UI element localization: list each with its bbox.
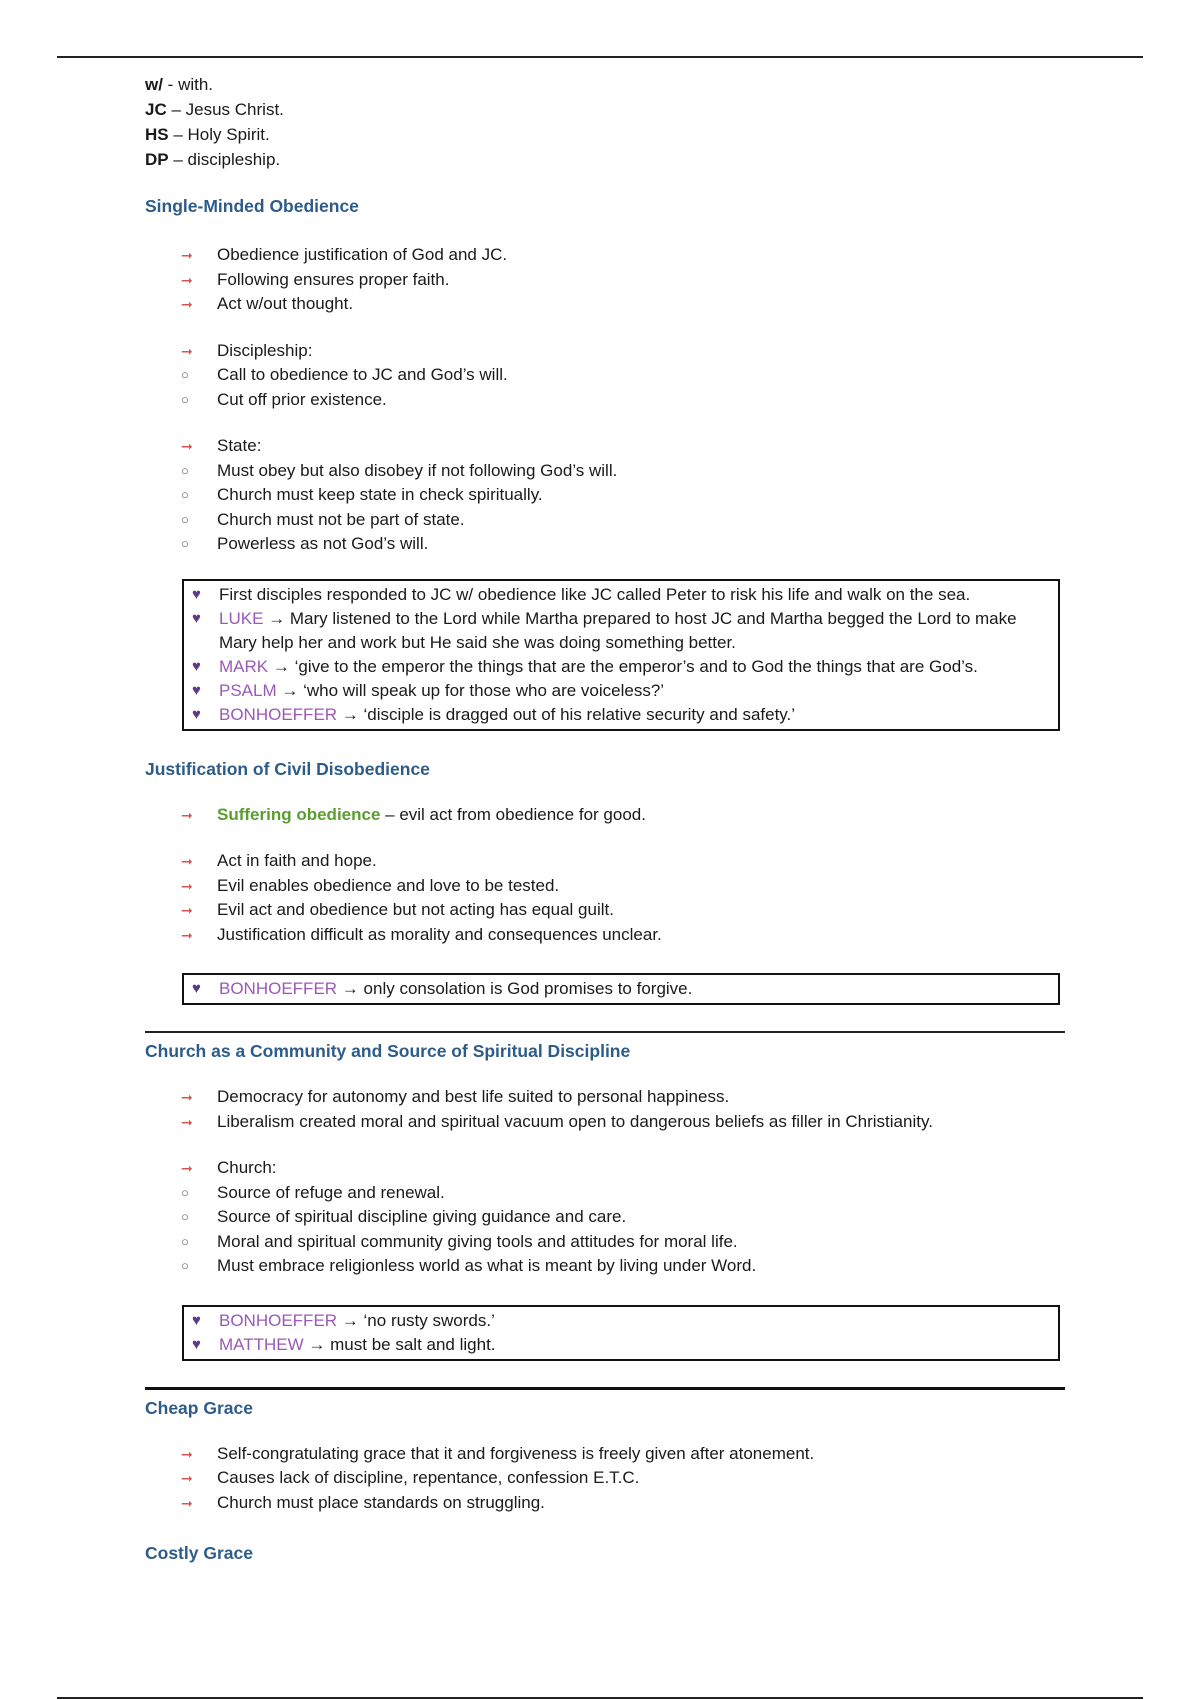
abbreviation: JC – Jesus Christ. — [145, 100, 284, 119]
quote-item: ♥ MATTHEW → must be salt and light. — [184, 1333, 1048, 1357]
list-item: ○ Powerless as not God’s will. — [145, 532, 1065, 557]
abbreviation: HS – Holy Spirit. — [145, 125, 270, 144]
quote-source: LUKE — [219, 608, 264, 628]
list-item: ○ Must embrace religionless world as what is meant by living under Word. — [145, 1254, 1065, 1279]
circle-bullet-icon: ○ — [181, 1209, 189, 1224]
heart-icon: ♥ — [192, 980, 201, 997]
arrow-icon: ➞ — [181, 902, 193, 918]
section-heading-church-community: Church as a Community and Source of Spiritual Discipline — [145, 1031, 1065, 1063]
source-arrow: → — [341, 979, 359, 998]
list-item: ○ Source of spiritual discipline giving guidance and care. — [145, 1205, 1065, 1230]
arrow-icon: ➞ — [181, 342, 193, 359]
list-item: ○ Source of refuge and renewal. — [145, 1181, 1065, 1206]
list-item: ➞ Causes lack of discipline, repentance, confession E.T.C. — [145, 1466, 1065, 1491]
source-arrow: → — [281, 680, 299, 700]
source-arrow: → — [341, 704, 359, 724]
arrow-icon: ➞ — [181, 1494, 193, 1511]
source-arrow: → — [272, 656, 290, 676]
quote-item: ♥ BONHOEFFER → ‘no rusty swords.’ — [184, 1309, 1048, 1333]
document-page — [145, 72, 1065, 1565]
bullet-list — [145, 803, 1065, 828]
list-item: ➞ Church: — [145, 1156, 1065, 1181]
abbreviation: w/ - with. — [145, 75, 214, 94]
circle-bullet-icon: ○ — [181, 462, 189, 478]
arrow-icon: ➞ — [181, 1160, 193, 1176]
list-item: ○ Must obey but also disobey if not following God’s will. — [145, 459, 1065, 484]
bullet-list — [145, 434, 1065, 557]
circle-bullet-icon: ○ — [181, 1233, 189, 1249]
list-item: ○ Call to obedience to JC and God’s will. — [145, 363, 1065, 388]
bullet-list — [145, 849, 1065, 947]
quote-box — [182, 1305, 1060, 1361]
top-rule — [57, 56, 1143, 58]
quote-item: ♥ First disciples responded to JC w/ obedience like JC called Peter to risk his life and walk on the sea. — [184, 583, 1048, 607]
section-heading-single-minded-obedience: Single-Minded Obedience — [145, 196, 359, 216]
bullet-list — [145, 1156, 1065, 1279]
quote-item: ♥ BONHOEFFER → only consolation is God promises to forgive. — [184, 977, 1048, 1001]
quote-box — [182, 579, 1060, 731]
quote-item: ♥ PSALM → ‘who will speak up for those who are voiceless?’ — [184, 679, 1048, 703]
arrow-icon: ➞ — [181, 926, 193, 943]
arrow-icon: ➞ — [181, 853, 193, 869]
abbreviation-list — [145, 72, 1065, 172]
list-item: ➞ Discipleship: — [145, 339, 1065, 364]
heart-icon: ♥ — [192, 657, 201, 675]
list-item: ➞ Liberalism created moral and spiritual vacuum open to dangerous beliefs as filler in Christianity. — [145, 1110, 1065, 1135]
arrow-icon: ➞ — [181, 1113, 193, 1130]
heart-icon: ♥ — [192, 1311, 201, 1329]
section-heading-civil-disobedience: Justification of Civil Disobedience — [145, 758, 430, 779]
section-heading-cheap-grace: Cheap Grace — [145, 1387, 1065, 1420]
list-item: ○ Church must keep state in check spiritually. — [145, 483, 1065, 508]
circle-bullet-icon: ○ — [181, 487, 189, 502]
circle-bullet-icon: ○ — [181, 511, 189, 527]
bullet-list — [145, 243, 1065, 317]
heart-icon: ♥ — [192, 705, 201, 723]
source-arrow: → — [341, 1310, 359, 1330]
bottom-rule — [57, 1697, 1143, 1699]
circle-bullet-icon: ○ — [181, 367, 189, 382]
quote-item: ♥ LUKE → Mary listened to the Lord while Martha prepared to host JC and Martha begged the Lord to make Mary help her and work but He said she was doing something better. — [192, 608, 1017, 652]
quote-source: MATTHEW — [219, 1334, 304, 1354]
list-item: ○ Cut off prior existence. — [145, 388, 1065, 413]
quote-source: PSALM — [219, 680, 277, 700]
circle-bullet-icon: ○ — [181, 391, 189, 407]
arrow-icon: ➞ — [181, 1445, 193, 1462]
list-item: ○ Church must not be part of state. — [145, 508, 1065, 533]
arrow-icon: ➞ — [181, 877, 193, 894]
heart-icon: ♥ — [192, 609, 201, 627]
quote-source: BONHOEFFER — [219, 979, 338, 998]
list-item: ➞ Act in faith and hope. — [145, 849, 1065, 874]
heart-icon: ♥ — [192, 1335, 201, 1353]
circle-bullet-icon: ○ — [181, 1184, 189, 1200]
arrow-icon: ➞ — [181, 1470, 193, 1486]
quote-source: MARK — [219, 656, 269, 676]
quote-item: ♥ MARK → ‘give to the emperor the things that are the emperor’s and to God the things that are God’s. — [184, 655, 1048, 679]
quote-source: BONHOEFFER — [219, 1310, 338, 1330]
source-arrow: → — [308, 1334, 326, 1354]
arrow-icon: ➞ — [181, 438, 193, 454]
bullet-list — [145, 1085, 1065, 1134]
arrow-icon: ➞ — [181, 1089, 193, 1105]
list-item: ➞ Following ensures proper faith. — [145, 268, 1065, 293]
arrow-icon: ➞ — [181, 806, 193, 823]
arrow-icon: ➞ — [181, 247, 193, 263]
heart-icon: ♥ — [192, 585, 201, 603]
list-item: ➞ Act w/out thought. — [145, 292, 1065, 317]
list-item: ➞ Self-congratulating grace that it and forgiveness is freely given after atonement. — [145, 1442, 1065, 1467]
quote-source: BONHOEFFER — [219, 704, 338, 724]
list-item: ➞ State: — [145, 434, 1065, 459]
list-item: ➞ Church must place standards on struggling. — [145, 1491, 1065, 1516]
bullet-list — [145, 339, 1065, 413]
list-item: ○ Moral and spiritual community giving tools and attitudes for moral life. — [145, 1230, 1065, 1255]
list-item: ➞ Evil enables obedience and love to be tested. — [145, 874, 1065, 899]
list-item: ➞ Democracy for autonomy and best life suited to personal happiness. — [145, 1085, 1065, 1110]
source-arrow: → — [268, 608, 286, 628]
arrow-icon: ➞ — [181, 296, 193, 312]
arrow-icon: ➞ — [181, 271, 193, 288]
list-item: ➞ Obedience justification of God and JC. — [145, 243, 1065, 268]
abbreviation: DP – discipleship. — [145, 150, 281, 169]
list-item: ➞ Suffering obedience – evil act from obedience for good. — [145, 803, 1065, 828]
bullet-list — [145, 1442, 1065, 1516]
list-item: ➞ Justification difficult as morality and consequences unclear. — [145, 923, 1065, 948]
section-heading-costly-grace: Costly Grace — [145, 1543, 253, 1563]
quote-item: ♥ BONHOEFFER → ‘disciple is dragged out of his relative security and safety.’ — [184, 703, 1048, 727]
circle-bullet-icon: ○ — [181, 1258, 189, 1273]
heart-icon: ♥ — [192, 681, 201, 699]
circle-bullet-icon: ○ — [181, 536, 189, 551]
quote-box — [182, 973, 1060, 1005]
list-item: ➞ Evil act and obedience but not acting has equal guilt. — [145, 898, 1065, 923]
